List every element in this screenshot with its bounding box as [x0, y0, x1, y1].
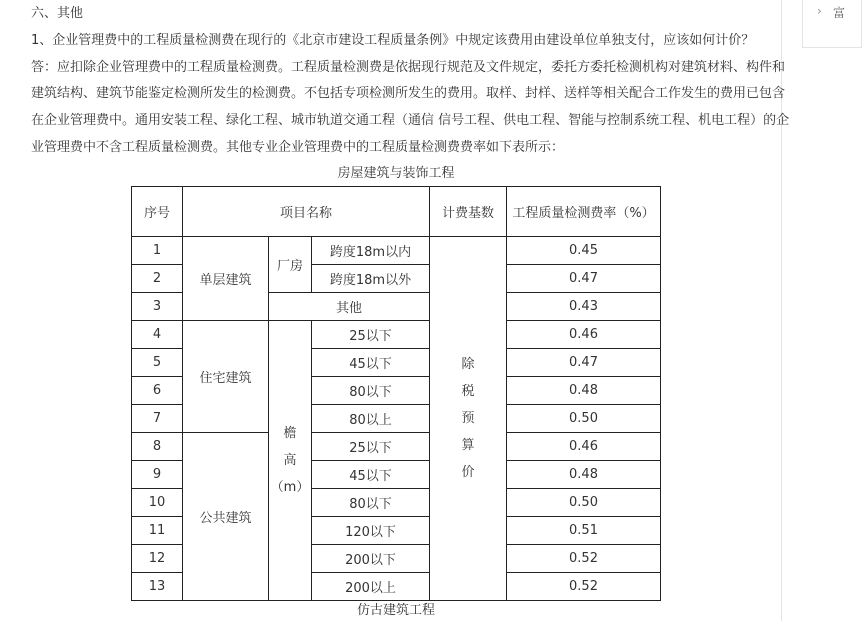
row-rate: 0.52 [507, 545, 661, 573]
row-range: 200以下 [312, 545, 430, 573]
row-rate: 0.47 [507, 265, 661, 293]
header-seq: 序号 [132, 187, 183, 237]
row-rate: 0.43 [507, 293, 661, 321]
eave-char: 高 [283, 453, 297, 468]
row-range: 200以上 [312, 573, 430, 601]
table-row [132, 237, 661, 265]
base-char: 税 [461, 384, 475, 399]
base-char: 算 [461, 438, 475, 453]
rate-table [131, 186, 661, 601]
eave-char: 檐 [283, 426, 297, 441]
row-rate: 0.47 [507, 349, 661, 377]
group-single-story: 单层建筑 [183, 237, 269, 321]
row-seq: 12 [132, 545, 183, 573]
answer-line-3: 在企业管理费中。通用安装工程、绿化工程、城市轨道交通工程（通信 信号工程、供电工程、智能与控制系统工程、机电工程）的企 [31, 113, 790, 128]
answer-line-4: 业管理费中不含工程质量检测费。其他专业企业管理费中的工程质量检测费费率如下表所示： [31, 140, 565, 155]
row-seq: 9 [132, 461, 183, 489]
table-row [132, 433, 661, 461]
row-seq: 7 [132, 405, 183, 433]
row-rate: 0.46 [507, 321, 661, 349]
base-cell [430, 237, 507, 601]
row-rate: 0.51 [507, 517, 661, 545]
group-residential: 住宅建筑 [183, 321, 269, 433]
group-public: 公共建筑 [183, 433, 269, 601]
subgroup-factory: 厂房 [269, 237, 312, 293]
table-caption: 房屋建筑与装饰工程 [337, 166, 455, 181]
table-row [132, 321, 661, 349]
row-rate: 0.50 [507, 405, 661, 433]
row-rate: 0.52 [507, 573, 661, 601]
question-text: 1、企业管理费中的工程质量检测费在现行的《北京市建设工程质量条例》中规定该费用由建设单位单独支付，应该如何计价？ [31, 33, 755, 48]
header-item-name: 项目名称 [183, 187, 430, 237]
row-range: 25以下 [312, 433, 430, 461]
eave-height-cell [269, 321, 312, 601]
base-char: 除 [461, 357, 475, 372]
base-char: 预 [461, 411, 475, 426]
row-range: 跨度18m以内 [312, 237, 430, 265]
base-char: 价 [461, 465, 475, 480]
row-seq: 2 [132, 265, 183, 293]
row-seq: 3 [132, 293, 183, 321]
row-range: 45以下 [312, 461, 430, 489]
row-seq: 1 [132, 237, 183, 265]
sidebar-link-label: 富 [833, 6, 846, 20]
row-range: 120以下 [312, 517, 430, 545]
row-seq: 8 [132, 433, 183, 461]
table-header-row [132, 187, 661, 237]
header-base: 计费基数 [430, 187, 507, 237]
next-table-caption: 仿古建筑工程 [356, 603, 435, 618]
row-seq: 10 [132, 489, 183, 517]
row-range: 80以下 [312, 377, 430, 405]
row-seq: 13 [132, 573, 183, 601]
row-seq: 5 [132, 349, 183, 377]
row-range: 45以下 [312, 349, 430, 377]
row-rate: 0.45 [507, 237, 661, 265]
row-range: 80以上 [312, 405, 430, 433]
answer-line-1: 答：应扣除企业管理费中的工程质量检测费。工程质量检测费是依据现行规范及文件规定，委托方委托检测机构对建筑材料、构件和 [31, 60, 786, 75]
row-rate: 0.48 [507, 461, 661, 489]
header-rate: 工程质量检测费率（%） [507, 187, 661, 237]
row-rate: 0.46 [507, 433, 661, 461]
chevron-right-icon: › [817, 4, 822, 18]
row-seq: 4 [132, 321, 183, 349]
row-rate: 0.50 [507, 489, 661, 517]
row-range: 跨度18m以外 [312, 265, 430, 293]
row-seq: 6 [132, 377, 183, 405]
eave-char: （m） [270, 480, 310, 495]
row-range: 80以下 [312, 489, 430, 517]
sidebar-link[interactable] [802, 0, 862, 48]
row-rate: 0.48 [507, 377, 661, 405]
answer-line-2: 建筑结构、建筑节能鉴定检测所发生的检测费。不包括专项检测所发生的费用。取样、封样、送样等相关配合工作发生的费用已包含 [31, 86, 786, 101]
row-range: 25以下 [312, 321, 430, 349]
row-seq: 11 [132, 517, 183, 545]
row-range: 其他 [269, 293, 430, 321]
section-title: 六、其他 [31, 6, 84, 21]
